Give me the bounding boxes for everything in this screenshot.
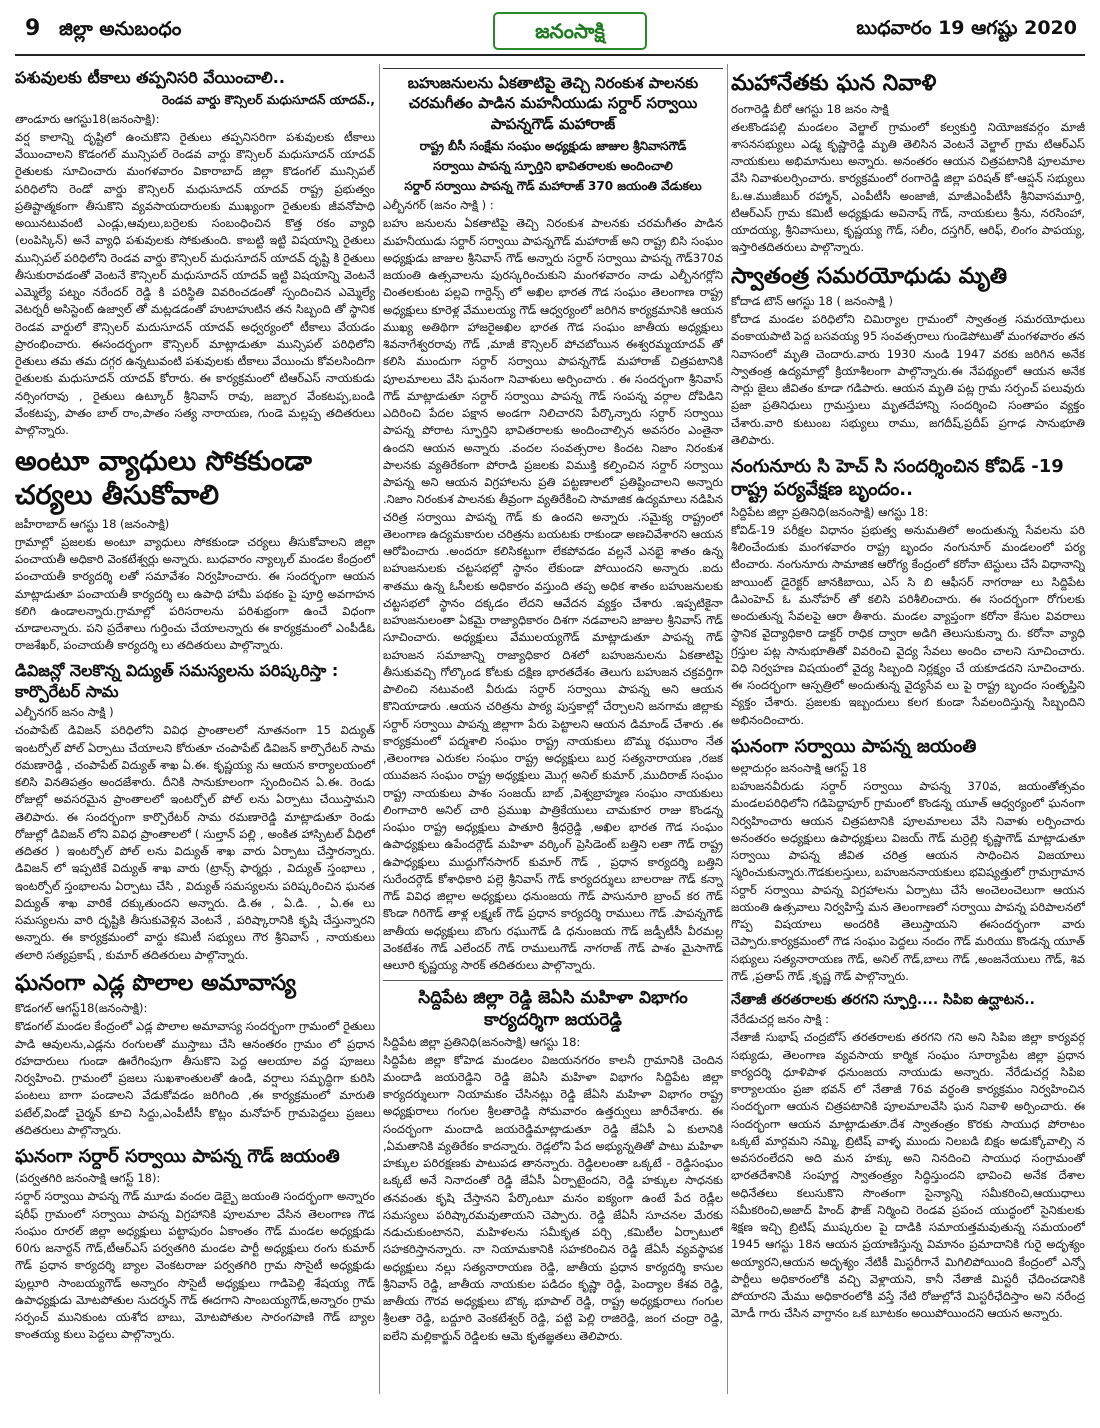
article-dateline: (పర్వతగిరి జనంసాక్షి ఆగస్ట్ 18): <box>15 1171 161 1186</box>
article-headline: నంగునూరు సి హెచ్ సి సందర్శించిన కోవిడ్ -19 రాష్ట్ర పర్యవేక్షణ బృందం.. <box>731 456 1064 501</box>
column-middle <box>383 64 723 1399</box>
column-left <box>15 64 375 1399</box>
article-headline: బహుజనులను ఏకతాటిపై తెచ్చి నిరంకుశ పాలనకు చరమగీతం పాడిన మహనీయుడు సర్దార్ సర్వాయి పాపన్నగౌడ్ మహారాజ్ <box>383 68 723 134</box>
section-name: జిల్లా అనుబంధం <box>59 18 182 40</box>
article-subhead: రాష్ట్ర బీసీ సంక్షేమ సంఘం అధ్యక్షుడు జాజుల శ్రీనివాసగౌడ్ <box>419 138 687 153</box>
article <box>15 661 375 964</box>
article-body: సిద్దిపేట జిల్లా కోహెడ మండలం విజయనగరం కాలనీ గ్రామానికి చెందిన మందాడి జయరెడ్డిని రెడ్డి జెఏసి మహిళా విభాగం సిద్దిపేట జిల్లా కార్యదర్శులుగా నియామకం చేసినట్లు రెడ్డి జేఏసి మహిళా విభాగం రాష్ట్ర అధ్యక్షురాలు గంగుల శ్రీలతారెడ్డి సోమవారం ఉత్తర్వులు జారీచేశారు. ఈ సందర్భంగా మందాడి జయరెడ్డిమాట్లాడుతూ రెడ్డి జేఏసీ ఏ కులానికి ,ఏమతానికి వ్యతిరేకం కాదన్నారు. రెడ్లలోని పేద అభ్యున్నతితో పాటు మహిళా హక్కుల పరిరక్షణకు పాటుపడ తానన్నారు. రెడ్డిలలంతా ఒక్కటే - రెడ్డిసంఘం ఒక్కటే అనే నినాదంతో రెడ్డి జేఏసీ ఏర్పాటైందని, రెడ్డి హక్కుల సాధనకు తనవంతు కృషి చేస్తానని పేర్కొంటూ మనం ఐక్యంగా ఉంటే పేద రెడ్లీల సమస్యలు పరిష్కారమవుతాయని చెప్పారు. రెడ్డి జేఏసీ సూచనల మేరకు నడుచుకుంటానని, మహిళలను సమీకృత పర్చి ,కమిటీల ఏర్పాటులో సహకరిస్తానన్నారు. నా నియామకానికి సహకరించిన రెడ్డి జేఏసీ వ్యవస్థాపక అధ్యక్షులు నల్లు సత్యనారాయణ రెడ్డి, జాతీయ ప్రధాన కార్యదర్శి కాసుల శ్రీనివాస్ రెడ్డి, జాతీయ నాయకుల పడిదం కృష్ణా రెడ్డి, పెంద్యాల కేశవ రెడ్డి, జాతీయ గౌరవ అధ్యక్షులు బొక్క భూపాల్ రెడ్డి, రాష్ట్ర అధ్యక్షురాలు గంగుల శ్రీలతా రెడ్డి, బద్దూరి వెంకటేశ్వర్ రెడ్డి, పట్టి పెల్లి రాజిరెడ్డి, జంగ చంద్రా రెడ్డి, ఐలేని మల్లికార్జున్ రెడ్డిలకు ఆమె కృతజ్ఞతలు తెలిపారు. <box>383 1052 723 1343</box>
issue-date: బుధవారం 19 ఆగష్టు 2020 <box>856 17 1077 39</box>
article-dateline: సిద్దిపేట జిల్లా ప్రతినిధి(జనంసాక్షి) ఆగస్టు 18: <box>731 504 929 519</box>
article-headline: ఘనంగా సర్దార్ సర్వాయి పాపన్న గౌడ్ జయంతి <box>15 1146 340 1168</box>
page-header <box>15 8 1085 56</box>
article-dateline: ఎల్బీనగర్ జనం సాక్షి ) <box>15 705 114 720</box>
article-headline: పశువులకు టీకాలు తప్పనిసరి వేయించాలి.. <box>15 68 285 87</box>
article-headline: నేతాజీ తరతరాలకు తరగని స్ఫూర్తి.... సిపిఐ ఉద్ఘాటన.. <box>731 992 1035 1009</box>
article <box>15 68 375 439</box>
article-subhead: సర్వాయి పాపన్న స్ఫూర్తిని భావితరాలకు అందించాలి <box>433 158 673 173</box>
article <box>731 70 1085 257</box>
newspaper-page <box>15 8 1085 1408</box>
article-headline: అంటూ వ్యాధులు సోకకుండా చర్యలు తీసుకోవాలి <box>15 446 312 512</box>
article <box>15 1145 375 1344</box>
article-body: సర్దార్ సర్వాయి పాపన్న గౌడ్ మూడు వందల డెబ్బై జయంతి సందర్భంగా అన్నారం షరీఫ్ గ్రామంలో సర్వాయి పాపన్న విగ్రహానికి పూలమాల వేసిన తెలంగాణ గౌడ సంఘం రూరల్ జిల్లా అధ్యక్షులు పట్టాపురం ఏకాంతం గౌడ్ మండల అధ్యక్షుడు 60గు జనార్దన్ గౌడ్,టీఆర్ఎస్ పర్వతగిరి మండల పార్టీ అధ్యక్షులు రంగు కుమార్ గౌడ్ ప్రధాన కార్యదర్శి బ్యాల వెంకటరాజు పర్వతగిరి గ్రామ సొసైటీ అధ్యక్షుడు పుల్లూరి సాంబయ్యగౌడ్ అన్నారం సొసైటీ అధ్యక్షులు గాడిపెల్లి శేషయ్య గౌడ్ ఉపాధ్యక్షుడు మోటపోతుల సుదర్శన్ గౌడ్ ఈదగాని సాంబయ్యగౌడ్,అన్నారం గ్రామ సర్పంచ్ మునికుంట యశోద బాబు, మోటపోతుల సారంగపాణి గౌడ్ బ్యాల కాంతయ్య కులు పెద్దలు పాల్గొన్నారు. <box>15 1189 375 1342</box>
article-headline: ఘనంగా సర్వాయి పాపన్న జయంతి <box>731 735 977 757</box>
article-dateline: ఎల్బీనగర్ (జనం సాక్షి ) : <box>383 198 494 213</box>
article-body: కోవిడ్-19 పరీక్షల విధానం ప్రభుత్వ అనుమతిలో అందుతున్న సేవలను పరి శీలించేందుకు మంగళవారం రాష్ట్ర బృందం నంగునూర్ మండలంలో పర్య టించారు. నంగునూరు సామాజిక ఆరోగ్య కేంద్రంలో కరోనా టెస్టులు చేసే విధానాన్ని జాయింట్ డైరెక్టర్ జానకిబాయి, ఎస్ సి బి ఆఫీసర్ నాగరాజు లు సిద్దిపేట డిఎంహెచ్ ఓ మనోహర్ తో కలిసి పరిశీలించారు. ఈ సందర్భంగా రోగులకు అందుతున్న సేవలపై ఆరా తీశారు. మండల వ్యాప్తంగా కరోనా కేసుల వివరాలు స్థానిక వైద్యాధికారి డాక్టర్ రాధిక ద్వారా అడిగి తెలుసుకున్నా రు. కరోనా వ్యాధి గ్రస్తుల పట్ల సానుభూతితో వివరించి వైద్య సేవలు అందిం చాలని సూచించారు. విధి నిర్వహణ విషయంలో వైద్య సిబ్బంది నిర్లక్ష్యం చే యకూడదని సూచించారు. ఈ సందర్భంగా ఆస్పత్రిలో అందుతున్న వైద్యసేవ లు పై రాష్ట్ర బృందం సంతృప్తిని వ్యక్తం చేశారు. ప్రజలకు ఇబ్బందులు కలగ కుండా సేవలందిస్తున్న సిబ్బందిని అభినందించారు. <box>731 522 1085 727</box>
article-dateline: అల్లాదుర్గం జనంసాక్షి ఆగస్ట్ 18 <box>731 761 867 776</box>
article-body: తలకొండపల్లి మండలం వెల్జాల్ గ్రామంలో కల్వకుర్తి నియోజకవర్గం మాజీ శాసనసభ్యులు ఎడ్మ కృష్ణారెడ్డి మృతి తెలిసిన వెంటనే వెల్జాల్ గ్రామ టిఆర్ఎస్ నాయకులు అభిమానులు అన్నారు. అనంతరం ఆయన చిత్రపటానికి పూలమాల వేసి నివాళులర్పించారు. కార్యక్రమంలో రంగారెడ్డి జిల్లా పరిషత్ కో-ఆప్షన్ సభ్యులు ఓ.ఆ.ముజీబుర్ రహ్మాన్, ఎంపీటీసీ అంజాజీ, మాజీఎంపీటీసీ శ్రీనివాసమూర్తి, టిఆర్ఎస్ గ్రామ కమిటీ అధ్యక్షుడు అవినాష్ గౌడ్, నాయకులు శ్రీను, నరసింహా, యాదయ్య, శ్రీనివాసులు, కృష్ణయ్య గౌడ్, సలీం, దస్తగిర్, ఆరిఫ్, లింగం పాపయ్య, ఇస్తారితదితరులు పాల్గొన్నారు. <box>731 119 1085 255</box>
article <box>731 263 1085 450</box>
column-right <box>731 64 1085 1399</box>
article-dateline: జహీరాబాద్ ఆగస్టు 18 (జనంసాక్షి) <box>15 516 170 531</box>
article <box>731 735 1085 985</box>
article-subhead: రెండవ వార్డు కౌన్సిలర్ మధుసూదన్ యాదవ్., <box>161 92 375 107</box>
page-number: 9 <box>25 16 41 41</box>
article-dateline: కోదాడ టౌన్ ఆగస్టు 18 ( జనంసాక్షి ) <box>731 294 893 308</box>
masthead-logo: జనంసాక్షి <box>493 12 647 50</box>
article-body: చంపాపేట్ డివిజన్ పరిధిలోని వివిధ ప్రాంతాలలో నూతనంగా 15 విద్యుత్ ఇంటర్పోల్ పోల్ ఏర్పాటు చేయాలని కోరుతూ చంపాపేట్ డివిజన్ కార్పొరేటర్ సామ రమణారెడ్డి , చంపాపేట్ విద్యుత్ శాఖ ఏ.ఈ. కృష్ణయ్య ను ఆయన కార్యాలయంలో కలిసి వినతిపత్రం అందజేశారు. దీనికి సానుకూలంగా స్పందించిన ఏ.ఈ. రెండు రోజుల్లో అవసరమైన ప్రాంతాలలో ఇంటర్పోల్ పోల్ లను ఏర్పాటు చేయిస్తామని తెలిపారు. ఈ సందర్భంగా కార్పొరేటర్ సామ రమణారెడ్డి మాట్లాడుతూ రెండు రోజుల్లో డివిజన్ లోని వివిధ ప్రాంతాలలో ( సుల్తాన్ పల్లి , అంకిత హాస్పిటల్ వీధిలో తదితర ) ఇంటర్పోల్ పోల్ లను విద్యుత్ శాఖ వారు ఏర్పాటు చేస్తారన్నారు. డివిజన్ లో ఇప్పటికే విద్యుత్ శాఖ వారు (ట్రాన్స్ ఫార్మర్లు , విద్యుత్ స్తంభాలు , ఇంటర్పోల్ స్తంభాలను ఏర్పాటు చేసి , విద్యుత్ సమస్యలను పరిష్కరించిన ఘనత విద్యుత్ శాఖ వారికే దక్కుతుందని అన్నారు. డి.ఈ , ఏ.డి. , ఏ.ఈ లు సమస్యలను వారి దృష్టికి తీసుకువెళ్లిన వెంటనే , పరిష్కారానికి కృషి చేస్తున్నారని అన్నారు. ఈ కార్యక్రమంలో వార్డు కమిటీ సభ్యులు గౌర శ్రీనివాస్ , నాయకులు తలారి సత్యప్రకాష్ , కుమార్ తదితరులు పాల్గొన్నారు. <box>15 723 375 962</box>
article <box>15 970 375 1139</box>
column-divider <box>379 64 380 1394</box>
article-dateline: తాండూరు ఆగస్టు18(జనంసాక్షి): <box>15 111 160 126</box>
article-body: నేతాజీ సుభాష్ చంద్రబోస్ తరతరాలకు తరగని గని అని సిపిఐ జిల్లా కార్యవర్గ సభ్యుడు, తెలంగాణ వ్యవసాయ కార్మిక సంఘం సూర్యాపేట జిల్లా ప్రధాన కార్యదర్శి ధూళిపాళ ధనుంజయ నాయుడు అన్నారు. నేరేడుచర్ల సిపిఐ కార్యాలయం ప్రజా భవన్ లో నేతాజీ 76వ వర్ధంతి కార్యక్రమం నిర్వహించిన సందర్భంగా ఆయన చిత్రపటానికి పూలమాలవేసి ఘన నివాళి అర్పించారు. ఈ సందర్భంగా ఆయన మాట్లాడుతూ.దేశ స్వాతంత్రం కొరకు సాయుధ పోరాటం ఒక్కటే మార్గమని నమ్మి, బ్రిటిష్ వాళ్ళ ముందు నిలబడి బిక్షం అడుక్కోవాల్సి న అవసరంలేదని అది మన హక్కు అని నినదించి సాయుధ సంగ్రామంతో భారతదేశానికి సంపూర్ణ స్వాతంత్ర్యం సిద్ధిస్తుందని భావించి అనేక దేశాల అధినేతలు కలుసుకొని సొంతంగా సైన్యాన్ని సమీకరించి,ఆయుధాలు సమీకరించి,అజాద్ హింద్ ఫౌజ్ నిర్మించి రెండవ ప్రపంచ యుద్ధంలో సైనికులకు శిక్షణ ఇచ్చి బ్రిటిష్ ముష్కరుల పై దాడికి సమాయత్తమవుతున్న సమయంలో 1945 ఆగస్టు 18న ఆయన ప్రయాణిస్తున్న విమానం ప్రమాదానికి గురై అదృశ్యం అయ్యారని,ఆయన అదృశ్యం నేటికీ మిస్టరీగానే మిగిలిపోయింది కేంద్రంలో ఎన్నో పార్టీలు అధికారంలోకి వచ్చి వెళ్లాయని, కానీ నేతాజీ మిస్టరీ ఛేదించడానికి పోయారని మేము అధికారంలోకి వస్తే నేటి రోజుల్లోనే మిస్టరీఛేదిస్తాం అని నరేంద్ర మోడీ గారు చేసిన వాగ్దానం ఒక బూటకం అయిపోయిందని ఆయన అన్నారు. <box>731 1030 1085 1321</box>
article-body: బహుజనవీరుడు సర్దార్ సర్వాయి పాపన్న 370వ, జయంతోత్సవం మండలపరిధిలోని గడిపెద్దాపూర్ గ్రామంలో కొండన్న యూత్ ఆధ్వర్యంలో ఘనంగా నిర్వహించారు ఆయన చిత్రపటానికి పూలమాలలు వేసి నివాళు లర్పించారు అనంతరం అధ్యక్షులు ఉపాధ్యక్షులు విజయ్ గౌడ్ మర్రెల్లి కృష్ణాగౌడ్ మాట్లాడుతూ సర్వాయి పాపన్న జీవిత చరిత్ర ఆయన సాధించిన విజయాలు స్మరించుకున్నారు.గౌడకులస్తులు, బహుజననాయకులు భవిష్యత్తులో గ్రామగ్రామాన సర్దార్ సర్వాయి పాపన్న విగ్రహాలను ఏర్పాటు చేసే అంచెలంచెలుగా ఆయన జయంతి ఉత్సవాలు నిర్వహిస్తే మన తెలంగాణలో సర్వాయి పాపన్న పరిపాలనలో గొప్ప విషయాలు అందరికి తెలుస్తాయని ఈసందర్భంగా వారు చెప్పారు.కార్యక్రమంలో గౌడ సంఘం పెద్దలు నందం గౌడ్ మరియు కొండన్న యూత్ సభ్యులు సత్యనారాయణ గౌడ్, అనిల్ గౌడ్,బాలు గౌడ్ ,అంజనేయులు గౌడ్, శివ గౌడ్ ,ప్రతాప్ గౌడ్ ,కృష్ణ గౌడ్ పాల్గొన్నారు. <box>731 779 1085 983</box>
article-body: గ్రామాల్లో ప్రజలకు అంటూ వ్యాధులు సోకకుండా చర్యలు తీసుకోవాలని జిల్లా పంచాయతీ అధికారి వెంకటేశ్వర్లు అన్నారు. బుధవారం న్యాల్కల్ మండల కేంద్రంలో పంచాయతీ కార్యదర్శి లతో సమావేశం నిర్వహించారు. ఈ సందర్భంగా ఆయన మాట్లాడుతూ పంచాయతీ కార్యదర్శి లు ఉపాధి హామీ పథకం పై పూర్తి అవగాహన కలిగి ఉండాలన్నారు.గ్రామాల్లో పరిసరాలను పరిశుభ్రంగా ఉంచే విధంగా చూడాలన్నారు. పని ప్రదేశాలు గుర్తించు చేయాలన్నారు ఈ కార్యక్రమంలో ఎంపీడీఓ రాజశేఖర్, పంచాయతీ కార్యదర్శి లు తదితరులు పాల్గొన్నారు. <box>15 534 375 653</box>
article-dateline: సిద్దిపేట జిల్లా ప్రతినిధి(జనంసాక్షి) ఆగస్టు 18: <box>383 1034 581 1049</box>
article-subhead: సర్దార్ సర్వాయి పాపన్న గౌడ్ మహారాజ్ 370 జయంతి వేడుకలు <box>404 179 702 194</box>
article-headline: మహానేతకు ఘన నివాళి <box>731 71 937 96</box>
article-headline: సిద్దిపేట జిల్లా రెడ్డి జెఏసి మహిళా విభాగం కార్యదర్శిగా జయరెడ్డి <box>418 988 688 1031</box>
article-body: బహు జనులను ఏకతాటిపై తెచ్చి నిరంకుశ పాలనకు చరమగీతం పాడిన మహనీయుడు సర్దార్ సర్వాయి పాపన్నగౌడ్ మహారాజ్ అని రాష్ట్ర బిసి సంఘం అధ్యక్షుడు జాజుల శ్రీనివాస్ గౌడ్ అన్నారు సర్దార్ సర్వాయి పాపన్న గౌడ్370వ జయంతి ఉత్సవాలను పురస్కరించుకుని మంగళవారం నాడు ఎల్బీనగర్లోని చింతలకుంట పల్లవి గార్డెన్స్ లో అఖిల భారత గౌడ సంఘం తెలంగాణ రాష్ట్ర అధ్యక్షులు కూరెళ్ల వేములయ్య గౌడ్ ఆధ్వర్యంలో జరిగిన కార్యక్రమానికి ఆయన ముఖ్య అతిథిగా హాజరైఅఖిల భారత గౌడ సంఘం జాతీయ అధ్యక్షులు శివనాగేశ్వరరావు గౌడ్ ,మాజీ కౌన్సిలర్ పోచబోయిన ఈశ్వరమ్మయాదవ్ తో కలిసి ముందుగా సర్దార్ సర్వాయి పాపన్నగౌడ్ మహారాజ్ చిత్రపటానికి పూలమాలలు వేసి ఘనంగా నివాళులు అర్పించారు . ఈ సందర్భంగా శ్రీనివాస్ గౌడ్ మాట్లాడుతూ సర్దార్ సర్వాయి పాపన్న గౌడ్ సంపన్న వర్గాల దోపిడిని ఎదిరించి పేదల పక్షాన అండగా నిలిచారని పేర్కొన్నారు సర్దార్ సర్వాయి పాపన్న పోరాట స్ఫూర్తిని భావితరాలకు అందించాల్సిన అవసరం ఎంతైనా ఉందని ఆయన అన్నారు .వందల సంవత్సరాల కిందట నిజాం నిరంకుశ పాలనకు వ్యతిరేకంగా పోరాడి ప్రజలకు విముక్తి కల్పించిన సర్దార్ సర్వాయి పాపన్న అని ఆయన విగ్రహాలను ప్రతి పట్టణాలలో ప్రతిష్టించాలని అన్నారు .నిజాం నిరంకుశ పాలనకు తీవ్రంగా వ్యతిరేకించి సామాజిక ఉద్యమాలు నడిపిన చరిత్ర సర్వాయి పాపన్న గౌడ్ కు ఉందని అన్నారు .సమైక్య రాష్ట్రంలో తెలంగాణ ఉద్యమకారుల చరిత్రను బయటకు రాకుండా అణచివేశారని ఆయన ఆరోపించారు .అందరూ కలిసికట్టుగా లేకపోవడం వల్లనే ఎనభై శాతం ఉన్న బహుజనులకు చట్టసభల్లో స్థానం లేకుండా పోయిందని అన్నారు .ఐదు శాతము ఉన్న ఓసీలకు అధికారం వస్తుంది తప్ప అధిక శాతం బహుజనులకు చట్టసభలో స్థానం దక్కడం లేదని ఆవేదన వ్యక్తం చేశారు .ఇప్పటికైనా బహుజనులంతా ఏకమై రాజ్యాధికారం దిశగా నడవాలని జాజుల శ్రీనివాస్ గౌడ్ సూచించారు. అధ్యక్షులు వేములయ్యగౌడ్ మాట్లాడుతూ పాపన్న గౌడ్ బహుజన సమాజాన్ని రాజ్యాధికార దిశలో బహుజనులను ఏకతాటిపై తీసుకువచ్చి గోల్కొండ కోటకు దక్షిణ భారతదేశం తెలుగు బహుజన చక్రవర్తిగా పాలించి నటువంటి వీరుడు సర్దార్ సర్వాయి పాపన్న అని ఆయన కొనియాడారు .ఆయన చరిత్రను పాఠ్య పుస్తకాల్లో చేర్చాలని జనగామ జిల్లాకు సర్దార్ సర్వాయి పాపన్న జిల్లాగా పేరు పెట్టాలని ఆయన డిమాండ్ చేశారు .ఈ కార్యక్రమంలో పద్మశాలి సంఘం రాష్ట్ర నాయకులు బొమ్మ రఘురాం నేత ,తెలంగాణ ఎరుకల సంఘం రాష్ట్ర అధ్యక్షులు బుర్ర సత్యనారాయణ ,రజక యువజన సంఘం రాష్ట్ర అధ్యక్షులు మొగ్గ అనిల్ కుమార్ ,ముదిరాజ్ సంఘం రాష్ట్ర నాయకులు పాశం సంజయ్ బాబ్ ,విశ్వబ్రాహ్మణ సంఘం నాయకులు లింగాచారి అనిల్ చారి ప్రముఖ పాత్రికేయులు చామకూర రాజు కొండన్న సంఘం రాష్ట్ర అధ్యక్షులు పాతూరి శ్రీధర్రెడ్డి ,అఖిల భారత గౌడ సంఘం ఉపాధ్యక్షులు ఉపేందర్గౌడ్ మహిళా వర్కింగ్ ప్రెసిడెంట్ బత్తిని లతా గౌడ్ రాష్ట్ర ఉపాధ్యక్షులు ముద్దుగోనసాగర్ కుమార్ గౌడ్ , ప్రధాన కార్యదర్శి బత్తిని సురేందర్గౌడ్ కోశాధికారి పల్లె శ్రీనివాస్ గౌడ్ కార్యదర్శులు బాలరాజు గౌడ్ కన్నా గౌడ్ వివిధ జిల్లాల అధ్యక్షులు ధనుంజయ గౌడ్ పాసునూరి బ్రాంచ్ కర గౌడ్ కొండా గిరిగౌడ్ తాళ్ల లక్ష్మణ్ గౌడ్ ప్రధాన కార్యదర్శి రాములు గౌడ్ .పాపన్నగౌడ్ జాతీయ అధ్యక్షులు బొంగు రఘుగౌడ్ డి ధనుంజయ గౌడ్ జడ్పీటీసీ వీరమల్ల వెంకటేశం గౌడ్ ఎలేందర్ గౌడ్ రాములుగౌడ్ నాగరాజ్ గౌడ్ పాశం మైసాగౌడ్ ఆలూరి కృష్ణయ్య సారక్ తదితరులు పాల్గొన్నారు. <box>383 216 723 973</box>
article-body: కొడంగల్ మండల కేంద్రంలో ఎడ్ల పొలాల అమావాస్య సందర్భంగా గ్రామంలో రైతులు పాడి ఆవులను,ఎడ్లను రంగులతో ముస్తాబు చేసి ఆనంతరం గ్రామం లో ప్రధాన రహదారులు గుండా ఊరేగింపుగా తీసుకొని పెద్ద ఆలయాల వద్ద పూజలు నిర్వహించి. గ్రామంలో ప్రజలు సుఖశాంతులతో ఉండి, వర్షాలు సమృద్ధిగా కురిసి పంటలు బాగా పండాలని వేడుకోవడం జరిగింది ,ఈ కార్యక్రమంలో మారుతి పటేల్,విండో చైర్మన్ కూచి సిద్దు,ఎంపీటీసీ కొట్లం మనోహర్ గ్రామపెద్దలు ప్రజలు తదితరులు పాల్గొన్నారు. <box>15 1019 375 1137</box>
article-headline: డివిజన్లో నెలకొన్న విద్యుత్ సమస్యలను పరిష్కరిస్తా : కార్పొరేటర్ సామ <box>15 660 339 701</box>
article-dateline: కొడంగల్ ఆగస్ట్18(జనంసాక్షి): <box>15 1001 148 1016</box>
article-separator <box>383 980 723 981</box>
article-dateline: నేరేడుచర్ల జనం సాక్షి : <box>731 1012 829 1027</box>
article <box>383 987 723 1344</box>
article-dateline: రంగారెడ్డి బీరో ఆగస్టు 18 జనం సాక్షి <box>731 101 889 116</box>
article <box>731 991 1085 1322</box>
column-divider <box>727 64 728 1394</box>
article-body: వర్ష కాలాన్ని దృష్టిలో ఉంచుకొని రైతులు తప్పనిసరిగా పశువులకు టీకాలు వేయించాలని కొడంగల్ మున్సిపల్ రెండవ వార్డు కౌన్సిలర్ మధుసూదన్ యాదవ్ రైతులకు సూచించారు మంగళవారం వికారాబాద్ జిల్లా కొడంగల్ మున్సిపల్ పరిధిలోని రెండో వార్డు కౌన్సిలర్ మధుసూదన్ యాదవ్ రాష్ట్ర ప్రభుత్వం ప్రతిష్టాత్మకంగా తీసుకొని వ్యవసాయదారులకు ముఖ్యంగా రైతులకు జీవనోపాధి అయినటువంటి ఎండ్లు,ఆవులు,బర్రెలకు సంబంధించిన కొత్త రకం వ్యాధి (లంపిస్కిన్) అనే వ్యాధి పశువులకు సోకుతుంది. కాబట్టి ఇట్టి విషయాన్ని రైతులు మున్సిపల్ పరిధిలోని రెండవ వార్డు కౌన్సిలర్ మధుసూదన్ యాదవ్ దృష్టి కి రైతులు తీసుకురావడంతో వెంటనే కౌన్సిలర్ మధుసూదన్ యాదవ్ ఇట్టి విషయాన్ని వెంటనే ఎమ్మెల్యే పట్నం నరేందర్ రెడ్డి కి పరిస్థితి వివరించడంతో స్పందించిన ఎమ్మెల్యే వెటర్నరీ అసిస్టెంట్ ఉజ్వాల్ తో మట్లడడంతో హుటాహుటిన తన సిబ్బంది తో స్థానిక రెండవ వార్డులో కౌన్సిలర్ మదుసూదన్ యాదవ్ అధ్వర్యంలో టీకాలు వేయడం ప్రారంభించారు. ఈసందర్భంగా కౌన్సిలర్ మాట్లాడుతూ మున్సిపల్ పరిధిలోని రైతులు తమ తమ దగ్గర ఉన్నటువంటి పశువులకు టీకాలు వేయించు కోవలసిందిగా రైతులకు మధుసూదన్ యాదవ్ కోరారు. ఈ కార్యక్రమంలో టిఆర్ఎస్ నాయకుడు నర్సింగరావు , రైతులు ఉట్కూర్ శ్రీనివాస్ రావు, జబ్బార వేంకటప్ప,బండి వేంకటప్ప, పాతం బాల్ రాం,పాతం సత్య నారాయణ, గుండె మల్లప్ప తదితరులు పాల్గొన్నారు. <box>15 129 375 438</box>
article-body: కోదాడ మండల పరిధిలోని చిమిర్యాల గ్రామంలో స్వాతంత్ర సమరయోధులు వంకాయపాటి పెద్ద బసవయ్య 95 సంవత్సరాలు గుండెపోటుతో మంగళవారం తన నివాసంలో మృతి చెందారు.వారు 1930 నుండి 1947 వరకు జరిగిన అనేక స్వాతంత్ర ఉద్యమాల్లో క్రియాశీలంగా పాల్గొన్నారు.ఈ నేపథ్యంలో ఆయన అనేక సార్లు జైలు జీవితం కూడా గడిపారు. ఆయన మృతి పట్ల గ్రామ సర్పంచ్ పలువురు ప్రజా ప్రతినిధులు గ్రామస్తులు మృతదేహాన్ని సందర్శించి సంతాపం వ్యక్తం చేశారు.వారి కుటుంబ సభ్యులు రాము, జగదీష్,ప్రదీప్ ప్రగాఢ సానుభూతి తెలిపారు. <box>731 312 1085 447</box>
article <box>383 68 723 974</box>
article-headline: స్వాతంత్ర సమరయోధుడు మృతి <box>731 263 1008 289</box>
article-headline: ఘనంగా ఎడ్ల పొలాల అమావాస్య <box>15 970 296 996</box>
article <box>731 455 1085 729</box>
article <box>15 445 375 654</box>
